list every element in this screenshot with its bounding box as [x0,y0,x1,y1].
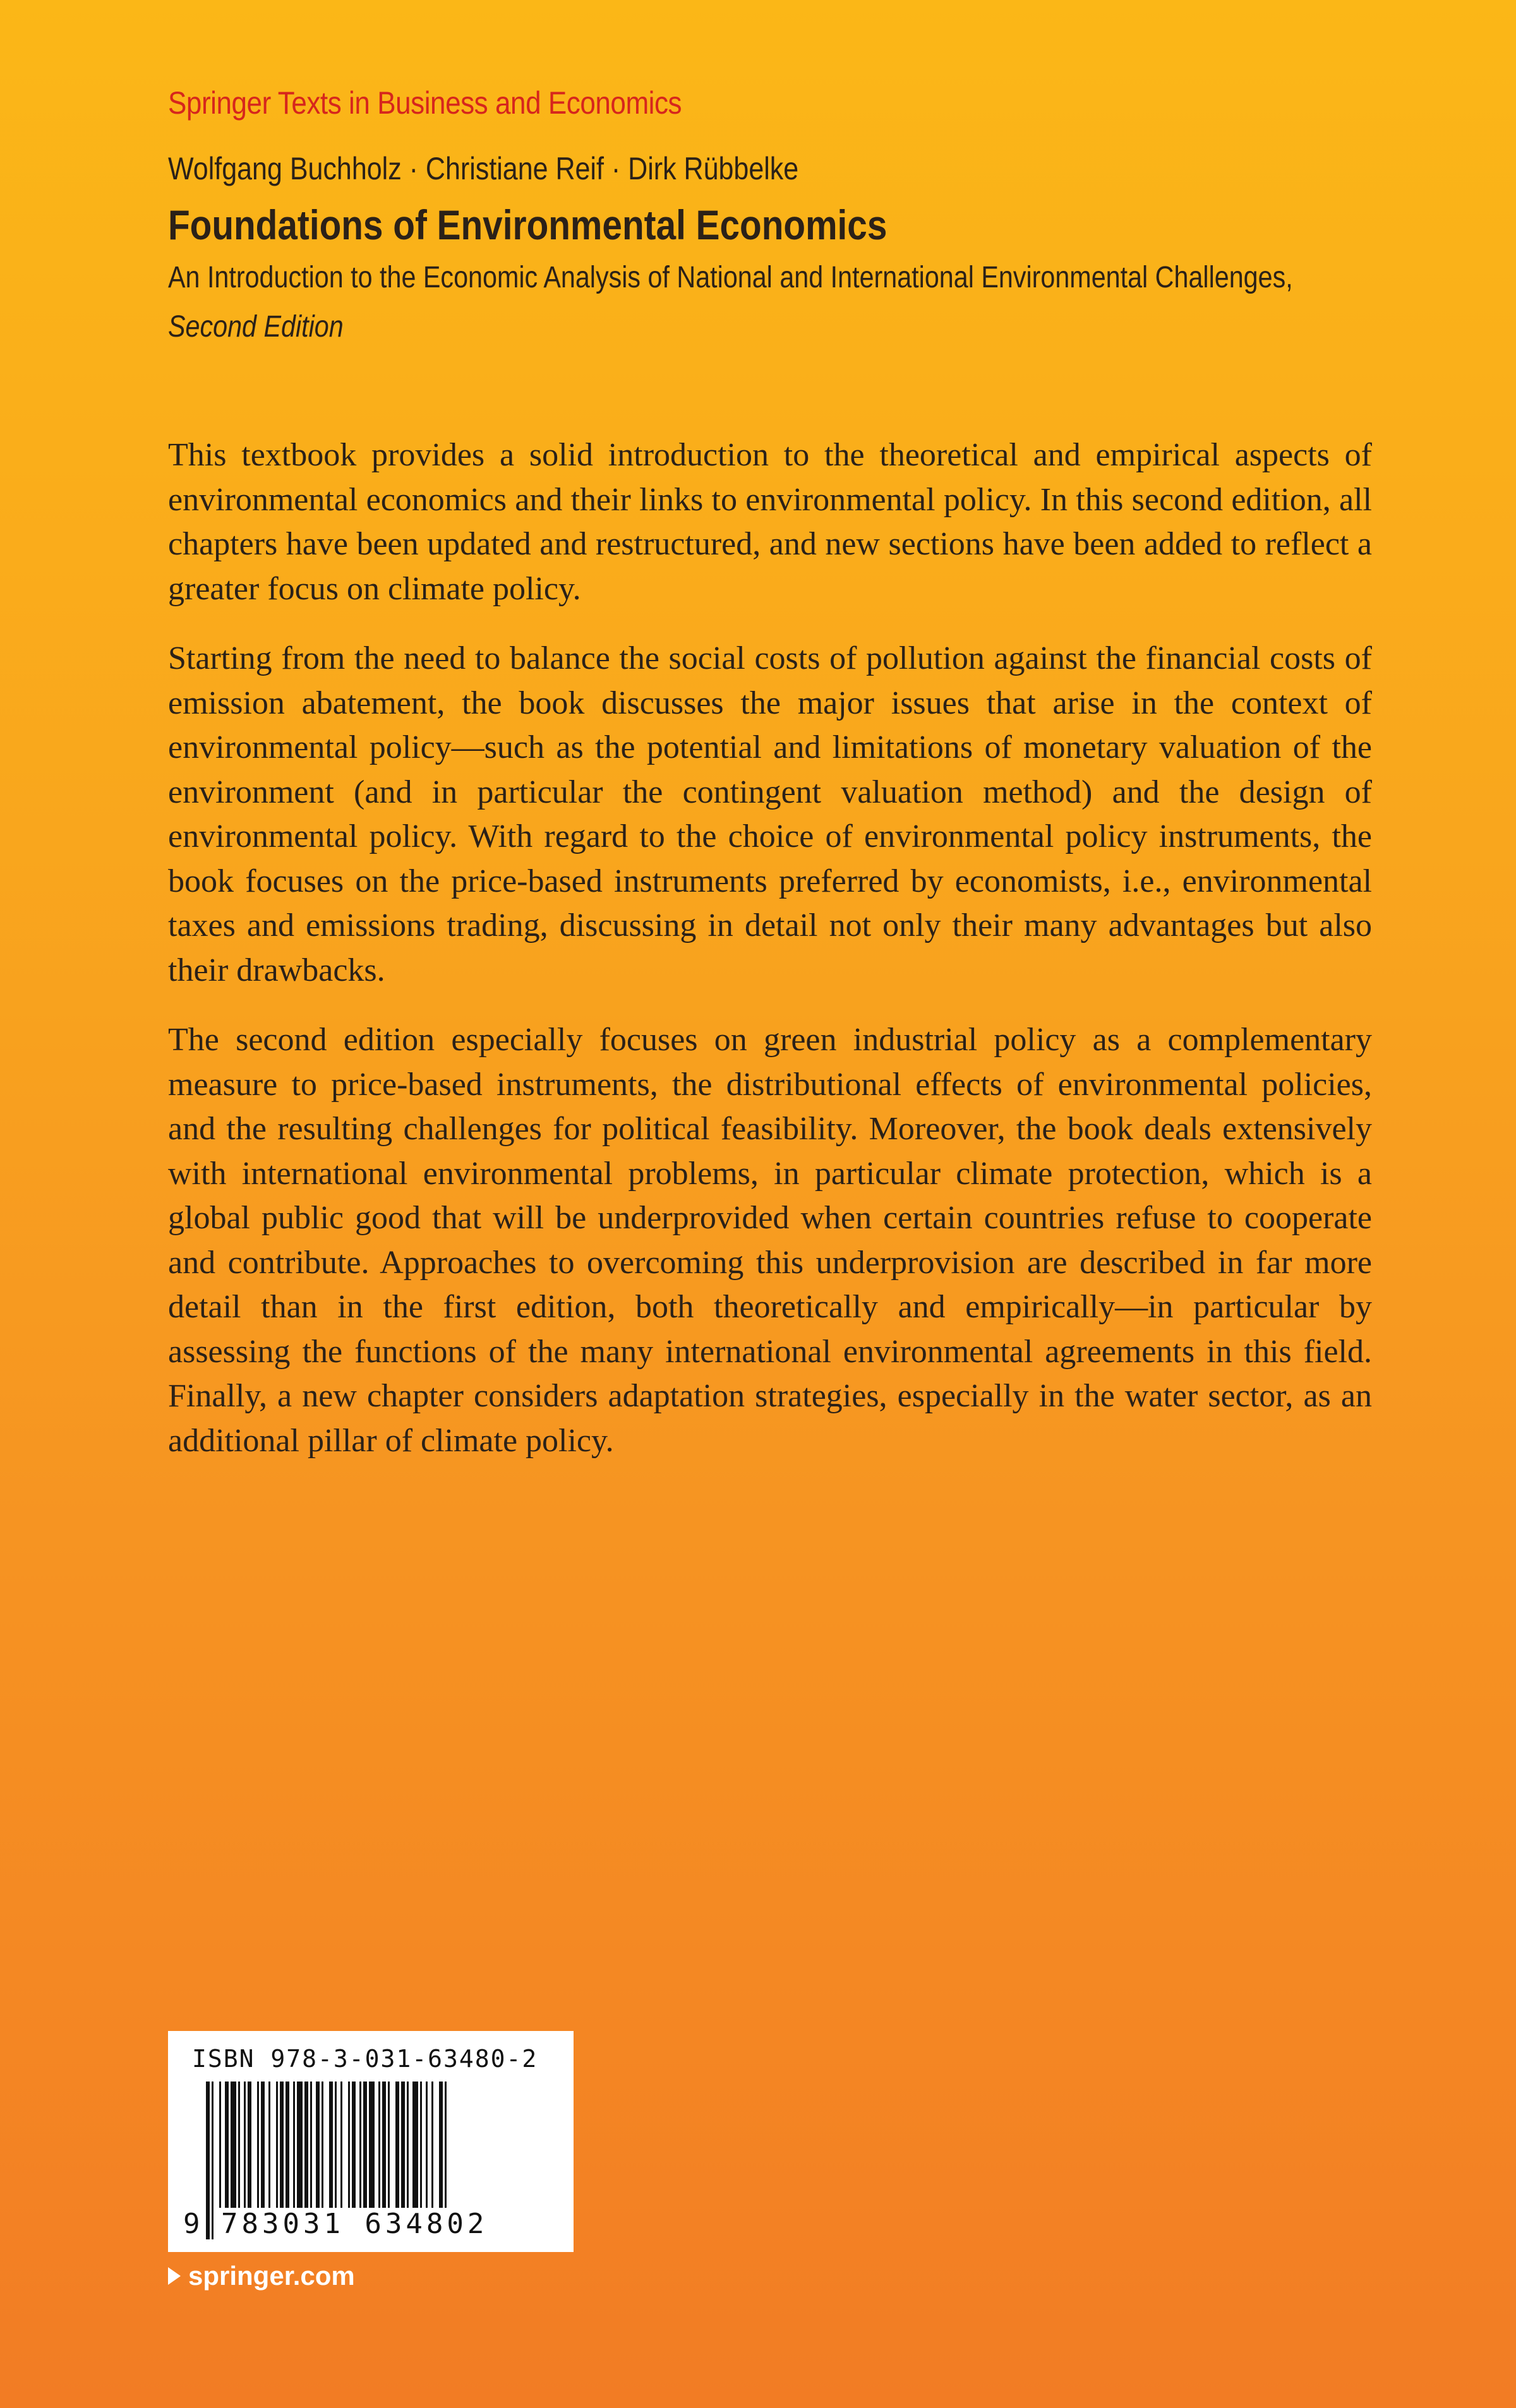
barcode-bar [310,2082,312,2211]
barcode-bar [244,2082,246,2211]
barcode-first-digit: 9 [183,2208,204,2240]
isbn-barcode-box [168,2031,574,2252]
barcode-bar [382,2082,386,2211]
barcode-bar [363,2082,367,2211]
barcode-bar [412,2082,418,2211]
blurb-paragraph-2: Starting from the need to balance the social costs of pollution against the financial costs of emission abatement, the book discusses the major issues that arise in the context of environmental policy—such as the potential and limitations of monetary valuation of the environment (and in particular the contingent valuation method) and the design of environmental policy. With regard to the choice of environmental policy instruments, the book focuses on the price-based instruments preferred by economists, i.e., environmental taxes and emissions trading, discussing in detail not only their many advantages but also their drawbacks. [168,640,1372,988]
barcode-bar [395,2082,399,2211]
barcode-bar [238,2082,240,2211]
barcode-bar [231,2082,236,2211]
authors: Wolfgang Buchholz · Christiane Reif · Dirk Rübbelke [168,151,799,186]
barcode-bar [293,2082,295,2211]
barcode-bar [268,2082,270,2211]
barcode-bar [359,2082,361,2211]
play-arrow-icon [168,2267,181,2285]
barcode-bar [212,2082,214,2239]
book-title: Foundations of Environmental Economics [168,201,887,248]
barcode-bar [439,2082,443,2211]
publisher-website[interactable] [168,2261,355,2291]
barcode-bar [348,2082,350,2211]
barcode-digit-groups: 783031 634802 [219,2208,490,2240]
barcode-bar [248,2082,251,2211]
blurb-paragraph-1: This textbook provides a solid introduction to the theoretical and empirical aspects of environmental economics and their links to environmental policy. In this second edition, all chapters have been updated and restructured, and new sections have been added to reflect a greater focus on climate policy. [168,437,1372,607]
barcode-bar [401,2082,405,2211]
blurb [168,433,1372,1489]
barcode-bar [431,2082,433,2211]
barcode-bar [257,2082,259,2211]
barcode-bar [280,2082,284,2211]
edition-label: Second Edition [168,310,344,344]
barcode-bar [407,2082,409,2211]
barcode-bar [276,2082,278,2211]
barcode-bar [225,2082,229,2211]
isbn-label: ISBN 978-3-031-63480-2 [192,2045,538,2073]
barcode-bar [426,2082,428,2211]
barcode-bar [261,2082,265,2211]
blurb-paragraph-3: The second edition especially focuses on green industrial policy as a complementary measure to price-based instruments, the distributional effects of environmental policies, and the resulting challenges for political feasibility. Moreover, the book deals extensively with international environmental problems, in particular climate protection, which is a global public good that will be underprovided when certain countries refuse to cooperate and contribute. Approaches to overcoming this underprovision are described in far more detail than in the first edition, both theoretically and empirically—in particular by assessing the functions of the many international environmental agreements in this field. Finally, a new chapter considers adaptation strategies, especially in the water sector, as an additional pillar of climate policy. [168,1022,1372,1459]
barcode-bar [445,2082,447,2211]
barcode-bar [388,2082,390,2211]
barcode-bar [297,2082,303,2211]
barcode-bar [340,2082,342,2211]
book-subtitle: An Introduction to the Economic Analysis of National and International Environmental Challenges, [168,261,1293,294]
barcode-bar [286,2082,289,2211]
barcode-bar [219,2082,221,2211]
barcode-bar [206,2082,210,2239]
barcode-bar [420,2082,422,2211]
barcode-bar [352,2082,356,2211]
website-label: springer.com [188,2261,355,2291]
barcode-bar [322,2082,323,2211]
barcode-bar [316,2082,320,2211]
series-name: Springer Texts in Business and Economics [168,85,682,121]
barcode-bar [378,2082,380,2211]
barcode-bar [304,2082,308,2211]
barcode-bar [369,2082,375,2211]
